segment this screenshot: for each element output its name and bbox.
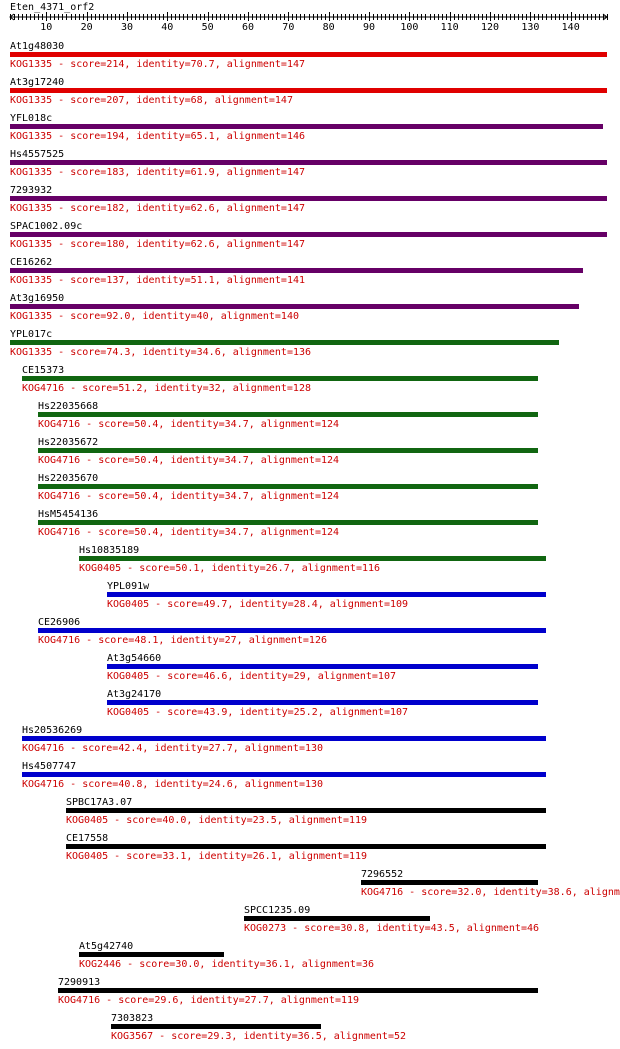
- hit-bar[interactable]: [10, 268, 583, 273]
- hit-description: KOG0405 - score=33.1, identity=26.1, alignment=119: [66, 851, 368, 862]
- hit-description: KOG4716 - score=32.0, identity=38.6, alignm: [361, 887, 620, 898]
- hit-row: [10, 149, 607, 178]
- hit-description: KOG0405 - score=49.7, identity=28.4, alignment=109: [107, 599, 409, 610]
- hit-row: [10, 329, 559, 358]
- hit-bar[interactable]: [10, 52, 607, 57]
- hit-row: [38, 617, 546, 646]
- hit-row: [66, 797, 546, 826]
- query-name: Eten_4371_orf2: [10, 2, 95, 13]
- hit-name: At3g17240: [10, 77, 65, 88]
- hit-name: Hs22035670: [38, 473, 99, 484]
- hit-bar[interactable]: [22, 376, 538, 381]
- hit-bar[interactable]: [66, 808, 546, 813]
- tick-label: 50: [201, 22, 214, 33]
- tick-label: 90: [362, 22, 376, 33]
- hit-description: KOG0405 - score=40.0, identity=23.5, alignment=119: [66, 815, 368, 826]
- hit-description: KOG1335 - score=214, identity=70.7, alignment=147: [10, 59, 306, 70]
- hit-row: [58, 977, 538, 1006]
- hit-row: [10, 41, 607, 70]
- hit-description: KOG4716 - score=48.1, identity=27, alignment=126: [38, 635, 327, 646]
- tick-label: 140: [561, 22, 580, 33]
- hit-name: At1g48030: [10, 41, 65, 52]
- hit-description: KOG4716 - score=51.2, identity=32, alignment=128: [22, 383, 311, 394]
- hit-name: At3g24170: [107, 689, 162, 700]
- hit-row: [10, 113, 603, 142]
- hit-row: [10, 293, 579, 322]
- hit-description: KOG1335 - score=74.3, identity=34.6, alignment=136: [10, 347, 312, 358]
- hit-name: CE16262: [10, 257, 53, 268]
- hit-row: [10, 221, 607, 250]
- hit-row: [107, 689, 538, 718]
- hit-name: Hs20536269: [22, 725, 83, 736]
- hit-description: KOG3567 - score=29.3, identity=36.5, alignment=52: [111, 1031, 407, 1042]
- hit-bar[interactable]: [10, 160, 607, 165]
- hit-description: KOG1335 - score=180, identity=62.6, alignment=147: [10, 239, 306, 250]
- tick-label: 130: [521, 22, 540, 33]
- hit-description: KOG1335 - score=182, identity=62.6, alignment=147: [10, 203, 306, 214]
- hit-description: KOG4716 - score=50.4, identity=34.7, alignment=124: [38, 419, 340, 430]
- hit-name: SPBC17A3.07: [66, 797, 133, 808]
- hit-description: KOG0273 - score=30.8, identity=43.5, alignment=46: [244, 923, 540, 934]
- hit-row: [244, 905, 539, 934]
- hit-bar[interactable]: [111, 1024, 321, 1029]
- hit-row: [66, 833, 546, 862]
- hit-name: YFL018c: [10, 113, 53, 124]
- hit-description: KOG4716 - score=29.6, identity=27.7, alignment=119: [58, 995, 360, 1006]
- tick-label: 40: [161, 22, 174, 33]
- hit-bar[interactable]: [22, 772, 546, 777]
- hit-name: Hs22035672: [38, 437, 99, 448]
- tick-label: 120: [480, 22, 500, 33]
- hit-row: [361, 869, 620, 898]
- hit-description: KOG0405 - score=50.1, identity=26.7, alignment=116: [79, 563, 381, 574]
- tick-label: 10: [40, 22, 53, 33]
- hit-name: 7303823: [111, 1013, 154, 1024]
- hit-name: SPAC1002.09c: [10, 221, 83, 232]
- hit-name: 7290913: [58, 977, 101, 988]
- hit-description: KOG2446 - score=30.0, identity=36.1, alignment=36: [79, 959, 375, 970]
- hit-row: [10, 185, 607, 214]
- hit-name: 7293932: [10, 185, 53, 196]
- hit-row: [38, 473, 538, 502]
- hit-bar[interactable]: [66, 844, 546, 849]
- hit-name: At3g54660: [107, 653, 162, 664]
- hit-description: KOG0405 - score=43.9, identity=25.2, alignment=107: [107, 707, 409, 718]
- hit-bar[interactable]: [58, 988, 538, 993]
- hit-description: KOG0405 - score=46.6, identity=29, alignment=107: [107, 671, 396, 682]
- hit-description: KOG1335 - score=194, identity=65.1, alignment=146: [10, 131, 306, 142]
- ruler: [10, 12, 608, 33]
- tick-label: 60: [241, 22, 255, 33]
- hit-row: [22, 725, 546, 754]
- hit-name: At5g42740: [79, 941, 134, 952]
- tick-label: 80: [322, 22, 335, 33]
- hit-name: CE26906: [38, 617, 81, 628]
- hit-bar[interactable]: [10, 124, 603, 129]
- tick-label: 110: [440, 22, 459, 33]
- hit-description: KOG4716 - score=42.4, identity=27.7, alignment=130: [22, 743, 324, 754]
- hit-row: [38, 437, 538, 466]
- hit-row: [22, 761, 546, 790]
- hit-bar[interactable]: [38, 484, 538, 489]
- hit-bar[interactable]: [79, 952, 224, 957]
- tick-label: 30: [120, 22, 134, 33]
- hit-description: KOG1335 - score=183, identity=61.9, alignment=147: [10, 167, 306, 178]
- hit-name: CE17558: [66, 833, 109, 844]
- hit-bar[interactable]: [10, 304, 579, 309]
- hit-name: SPCC1235.09: [244, 905, 311, 916]
- hit-name: 7296552: [361, 869, 404, 880]
- hit-bar[interactable]: [10, 232, 607, 237]
- hit-description: KOG1335 - score=207, identity=68, alignment=147: [10, 95, 293, 106]
- hit-row: [38, 509, 538, 538]
- hit-row: [111, 1013, 406, 1042]
- hit-description: KOG1335 - score=92.0, identity=40, alignment=140: [10, 311, 299, 322]
- hit-name: HsM5454136: [38, 509, 99, 520]
- hit-bar[interactable]: [361, 880, 538, 885]
- hit-description: KOG4716 - score=50.4, identity=34.7, alignment=124: [38, 491, 340, 502]
- hit-name: Hs4507747: [22, 761, 77, 772]
- hit-name: Hs4557525: [10, 149, 65, 160]
- hit-description: KOG4716 - score=40.8, identity=24.6, alignment=130: [22, 779, 324, 790]
- hit-row: [22, 365, 538, 394]
- hit-description: KOG4716 - score=50.4, identity=34.7, alignment=124: [38, 527, 340, 538]
- hit-bar[interactable]: [38, 628, 546, 633]
- hit-bar[interactable]: [38, 412, 538, 417]
- hit-list: [10, 41, 620, 1042]
- hit-row: [107, 581, 546, 610]
- tick-label: 100: [400, 22, 419, 33]
- hit-name: YPL017c: [10, 329, 53, 340]
- hit-row: [79, 545, 546, 574]
- hit-name: CE15373: [22, 365, 65, 376]
- hit-row: [10, 77, 607, 106]
- hit-bar[interactable]: [107, 664, 538, 669]
- hit-bar[interactable]: [107, 592, 546, 597]
- hit-row: [10, 257, 583, 286]
- hit-name: Hs22035668: [38, 401, 99, 412]
- tick-label: 20: [80, 22, 93, 33]
- hit-name: Hs10835189: [79, 545, 140, 556]
- hit-bar[interactable]: [22, 736, 546, 741]
- hit-bar[interactable]: [10, 340, 559, 345]
- hit-row: [38, 401, 538, 430]
- hit-name: YPL091w: [107, 581, 150, 592]
- hit-name: At3g16950: [10, 293, 65, 304]
- hit-bar[interactable]: [38, 448, 538, 453]
- hit-row: [79, 941, 374, 970]
- tick-label: 70: [282, 22, 295, 33]
- hit-bar[interactable]: [244, 916, 430, 921]
- hit-bar[interactable]: [79, 556, 546, 561]
- hit-bar[interactable]: [10, 88, 607, 93]
- hit-description: KOG1335 - score=137, identity=51.1, alignment=141: [10, 275, 306, 286]
- hit-bar[interactable]: [107, 700, 538, 705]
- hit-bar[interactable]: [38, 520, 538, 525]
- hit-row: [107, 653, 538, 682]
- hit-description: KOG4716 - score=50.4, identity=34.7, alignment=124: [38, 455, 340, 466]
- hit-bar[interactable]: [10, 196, 607, 201]
